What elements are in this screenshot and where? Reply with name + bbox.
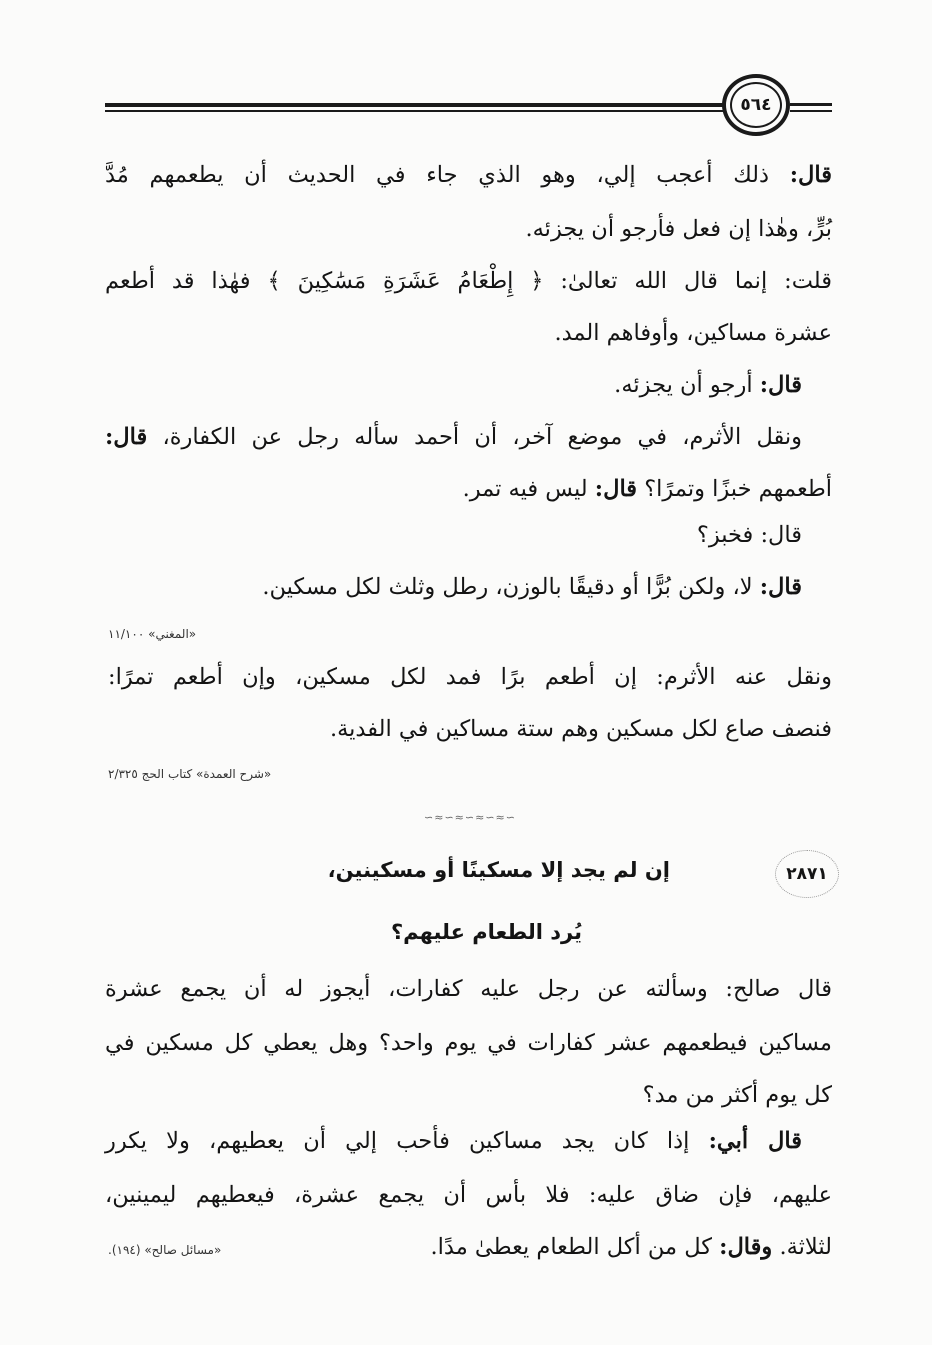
text-line: ونقل عنه الأثرم: إن أطعم برًا فمد لكل مسكين، وإن أطعم تمرًا: [108,664,832,690]
header-rule [105,103,725,107]
bold-label: قال: [759,372,802,398]
issue-number-badge: ٢٨٧١ [775,850,839,898]
text-line: قلت: إنما قال الله تعالىٰ: ﴿ إِطْعَامُ عَشَرَةِ مَسَٰكِينَ ﴾ فهٰذا قد أطعم [105,268,832,294]
text-line [262,574,802,601]
bold-label: قال أبي: [708,1128,802,1154]
text: كل من أكل الطعام يعطىٰ مدًا. [430,1234,720,1260]
header-rule [790,103,832,106]
text: إذا كان يجد مساكين فأحب إلي أن يعطيهم، ولا يكرر [105,1128,709,1154]
bold-label: قال: [789,162,832,188]
text: ليس فيه تمر. [462,476,595,502]
text: ونقل الأثرم، في موضع آخر، أن أحمد سأله رجل عن الكفارة، [147,424,802,450]
citation: «شرح العمدة» كتاب الحج ٢/٣٢٥ [108,767,272,781]
header-rule [790,110,832,112]
text-line [105,424,802,451]
page-number: ٥٦٤ [730,82,782,128]
text-line: كل يوم أكثر من مد؟ [642,1082,832,1108]
header-rule [105,110,725,112]
divider-ornament: ∽≈∽≈∽≈∽≈∽ [424,811,516,824]
citation: «المغني» ١١/١٠٠ [108,627,197,641]
issue-heading: يُرد الطعام عليهم؟ [390,920,582,944]
issue-heading: إن لم يجد إلا مسكينًا أو مسكينين، [327,858,670,882]
text: لا، ولكن بُرًّا أو دقيقًا بالوزن، رطل وثلث لكل مسكين. [262,574,760,600]
text-line [614,372,802,399]
bold-label: قال: [105,424,148,450]
page-number-frame [722,74,790,136]
text-line: مساكين فيطعمهم عشر كفارات في يوم واحد؟ وهل يعطي كل مسكين في [105,1030,832,1056]
text: أرجو أن يجزئه. [614,372,760,398]
text-line [105,1128,802,1155]
text-line [105,162,832,189]
text-line: بُرٍّ، وهٰذا إن فعل فأرجو أن يجزئه. [525,216,832,242]
text-line: عليهم، فإن ضاق عليه: فلا بأس أن يجمع عشرة، فيعطيهم ليمينين، [105,1182,832,1208]
text-line: عشرة مساكين، وأوفاهم المد. [554,320,832,346]
text-line: قال: فخبز؟ [696,522,802,548]
bold-label: وقال: [719,1234,773,1260]
bold-label: قال: [759,574,802,600]
text: لثلاثة. [772,1234,832,1260]
text-line: قال صالح: وسألته عن رجل عليه كفارات، أيجوز له أن يجمع عشرة [105,976,832,1002]
text-line: فنصف صاع لكل مسكين وهم ستة مساكين في الفدية. [329,716,832,742]
bold-label: قال: [594,476,638,502]
citation: «مسائل صالح» (١٩٤). [108,1243,222,1257]
text: أطعمهم خبزًا وتمرًا؟ [637,476,832,502]
text-line [431,1234,833,1261]
text-line [463,476,832,503]
text: ذلك أعجب إلي، وهو الذي جاء في الحديث أن يطعمهم مُدَّ [105,162,790,188]
